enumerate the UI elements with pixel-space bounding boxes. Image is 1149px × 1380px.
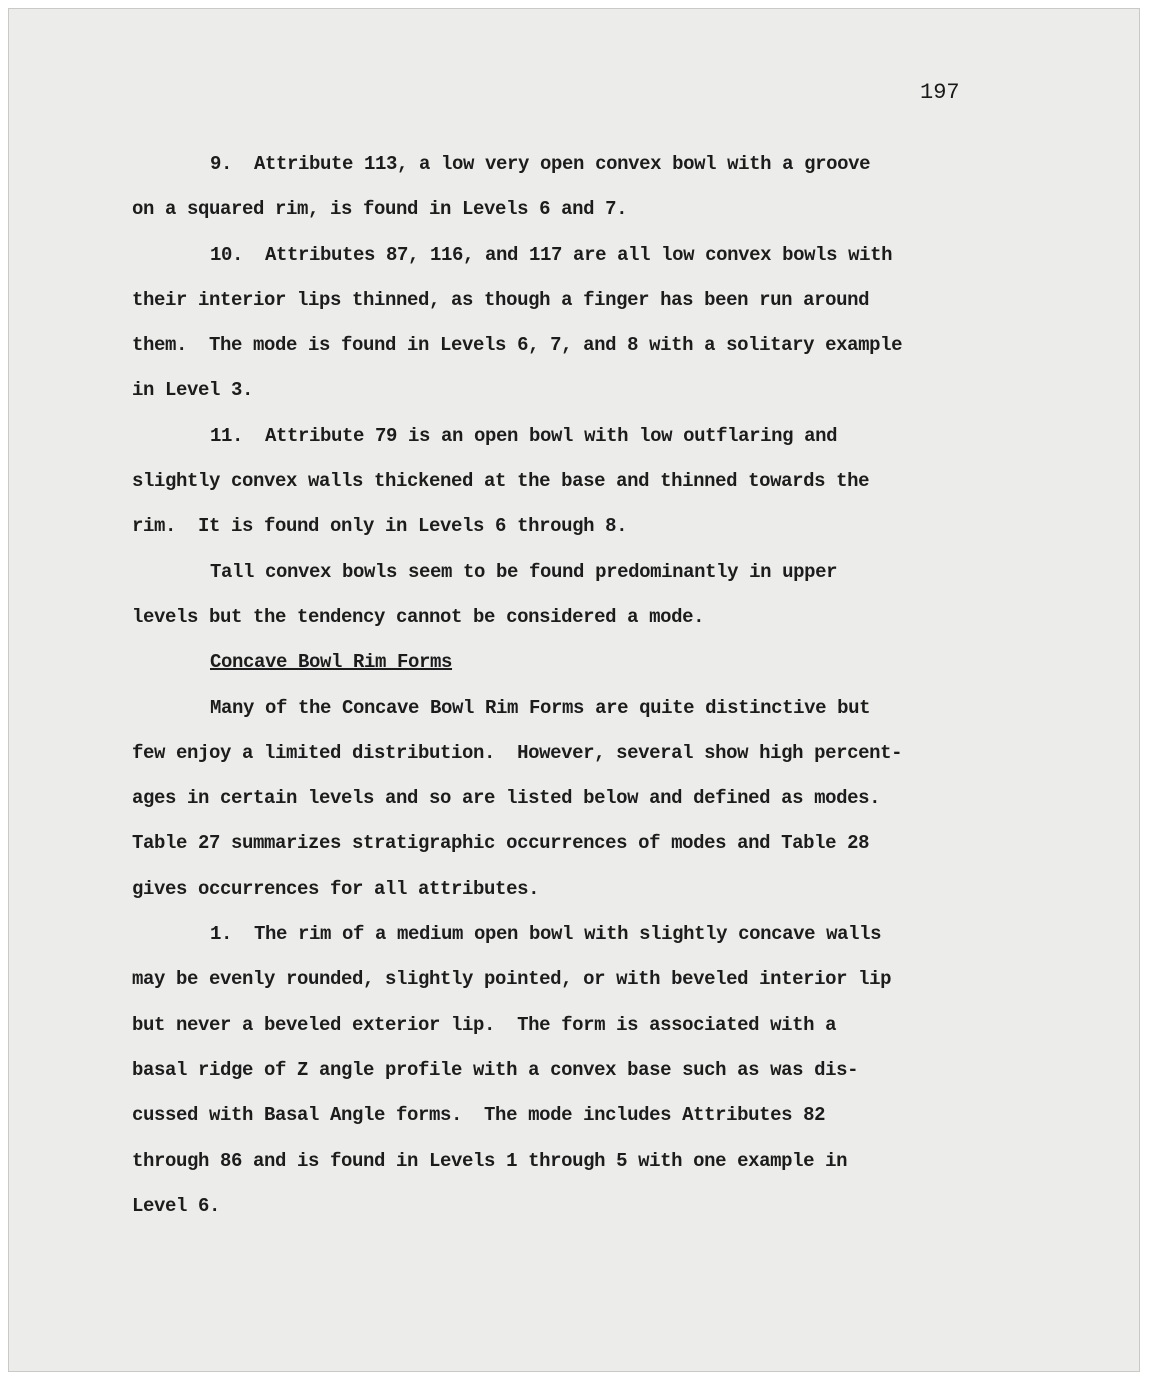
- text-line: Tall convex bowls seem to be found predominantly in upper: [210, 560, 838, 583]
- body-text: [132, 142, 932, 1229]
- text-line: 10. Attributes 87, 116, and 117 are all low convex bowls with: [210, 243, 893, 266]
- text-line: through 86 and is found in Levels 1 through 5 with one example in: [132, 1149, 848, 1172]
- text-line: in Level 3.: [132, 379, 254, 402]
- text-line: 9. Attribute 113, a low very open convex bowl with a groove: [210, 153, 871, 175]
- text-line: Many of the Concave Bowl Rim Forms are quite distinctive but: [210, 696, 871, 719]
- text-line: them. The mode is found in Levels 6, 7, and 8 with a solitary example: [132, 334, 903, 357]
- text-line: cussed with Basal Angle forms. The mode includes Attributes 82: [132, 1104, 826, 1127]
- page-number: 197: [920, 80, 960, 105]
- text-line: but never a beveled exterior lip. The form is associated with a: [132, 1013, 837, 1036]
- text-line: ages in certain levels and so are listed below and defined as modes.: [132, 787, 881, 810]
- text-line: Table 27 summarizes stratigraphic occurrences of modes and Table 28: [132, 832, 870, 855]
- text-line: rim. It is found only in Levels 6 through 8.: [132, 515, 628, 538]
- text-line: slightly convex walls thickened at the base and thinned towards the: [132, 470, 870, 493]
- text-line: may be evenly rounded, slightly pointed, or with beveled interior lip: [132, 968, 892, 991]
- text-line: gives occurrences for all attributes.: [132, 877, 540, 900]
- text-line: 11. Attribute 79 is an open bowl with low outflaring and: [210, 424, 838, 447]
- text-line: few enjoy a limited distribution. However, several show high percent-: [132, 741, 903, 764]
- text-line: on a squared rim, is found in Levels 6 and 7.: [132, 198, 628, 221]
- text-line: levels but the tendency cannot be considered a mode.: [132, 605, 705, 628]
- text-line: Level 6.: [132, 1194, 221, 1217]
- text-line: 1. The rim of a medium open bowl with slightly concave walls: [210, 923, 882, 946]
- text-line: basal ridge of Z angle profile with a convex base such as was dis-: [132, 1058, 859, 1081]
- text-line: their interior lips thinned, as though a finger has been run around: [132, 288, 870, 311]
- section-heading-text: Concave Bowl Rim Forms: [210, 651, 453, 674]
- section-heading: [132, 640, 932, 685]
